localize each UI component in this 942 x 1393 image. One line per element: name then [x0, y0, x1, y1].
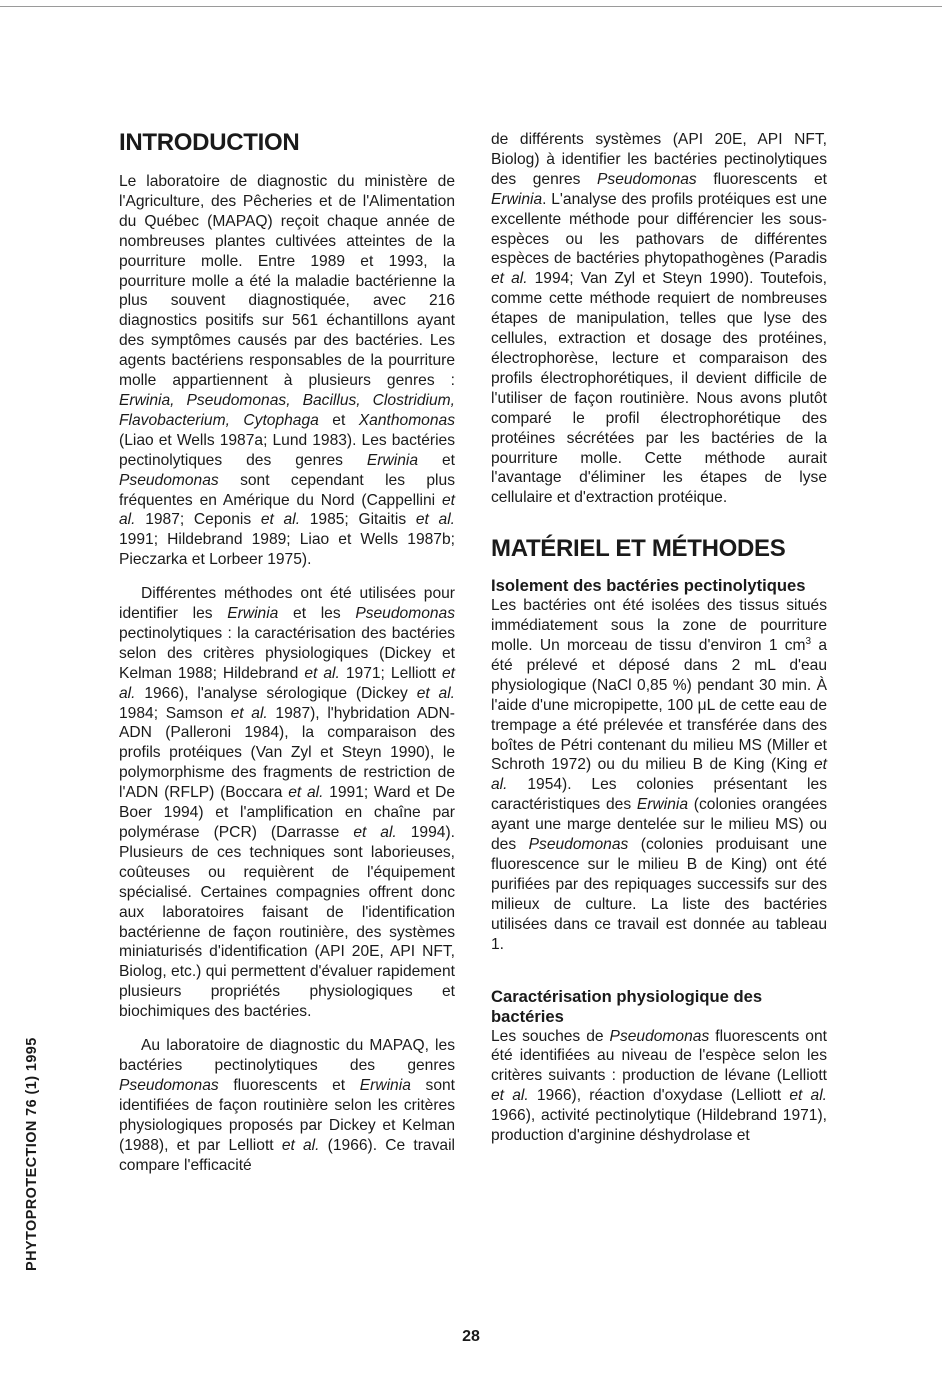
- characterization-paragraph: Les souches de Pseudomonas fluorescents ont été identifiées au niveau de l'espèce selon les critères suivants : production de lévane (Lelliott et al. 1966), réaction d'oxydase (Lelliott et al. 1966), activité pectinolytique (Hildebrand 1971), production d'arginine déshydrolase et: [491, 1027, 827, 1145]
- intro-paragraph-3: Au laboratoire de diagnostic du MAPAQ, les bactéries pectinolytiques des genres Pseudomonas fluorescents et Erwinia sont identifiées de façon routinière selon les critères physiologiques proposés par Dickey et Kelman (1988), et par Lelliott et al. (1966). Ce travail compare l'efficacité: [119, 1037, 456, 1174]
- top-rule: [0, 6, 942, 7]
- isolation-subheading: Isolement des bactéries pectinolytiques: [491, 576, 806, 596]
- methods-heading: MATÉRIEL ET MÉTHODES: [491, 535, 786, 563]
- intro-paragraph-2: Différentes méthodes ont été utilisées pour identifier les Erwinia et les Pseudomonas pectinolytiques : la caractérisation des bactéries selon des critères physiologiques (Dickey et Kelman 1988; Hildebrand et al. 1971; Lelliott et al. 1966), l'analyse sérologique (Dickey et al. 1984; Samson et al. 1987), l'hybridation ADN-ADN (Palleroni 1984), la comparaison des profils protéiques (Van Zyl et Steyn 1990), le polymorphisme des fragments de restriction de l'ADN (RFLP) (Boccara et al. 1991; Ward et De Boer 1994) et l'amplification en chaîne par polymérase (PCR) (Darrasse et al. 1994). Plusieurs de ces techniques sont laborieuses, coûteuses ou requièrent de l'équipement spécialisé. Certaines compagnies offrent donc aux laboratoires faisant de l'identification bactérienne de façon routinière, des systèmes miniaturisés d'identification (API 20E, API NFT, Biolog, etc.) qui permettent d'évaluer rapidement plusieurs propriétés physiologiques et biochimiques des bactéries.: [119, 585, 456, 1021]
- intro-paragraph-3-continued: de différents systèmes (API 20E, API NFT, Biolog) à identifier les bactéries pectinolytiques des genres Pseudomonas fluorescents et Erwinia. L'analyse des profils protéiques est une excellente méthode pour différencier les sous-espèces ou les pathovars de différentes espèces de bactéries phytopathogènes (Paradis et al. 1994; Van Zyl et Steyn 1990). Toutefois, comme cette méthode requiert de nombreuses étapes de manipulation, telles que lyse des cellules, extraction et dosage des protéines, électrophorèse, lecture et comparaison des profils électrophorétiques, il devient difficile de l'utiliser de façon routinière. Nous avons plutôt comparé le profil électrophorétique des protéines sécrétées par les bactéries de la pourriture molle. Cette méthode aurait l'avantage d'éliminer les étapes de lyse cellulaire et d'extraction protéique.: [491, 131, 827, 507]
- introduction-heading: INTRODUCTION: [119, 129, 300, 156]
- right-column: [491, 130, 827, 1146]
- left-column: [119, 128, 455, 1175]
- characterization-subheading: Caractérisation physiologique des bactéries: [491, 986, 763, 1026]
- running-head: PHYTOPROTECTION 76 (1) 1995: [24, 1037, 40, 1271]
- intro-paragraph-1: Le laboratoire de diagnostic du ministère de l'Agriculture, des Pêcheries et de l'Alimentation du Québec (MAPAQ) reçoit chaque année de nombreuses plantes cultivées atteintes de la pourriture molle. Entre 1989 et 1993, la pourriture molle a été la maladie bactérienne la plus souvent diagnostiquée, avec 216 diagnostics positifs sur 561 échantillons ayant des symptômes causés par des bactéries. Les agents bactériens responsables de la pourriture molle appartiennent à plusieurs genres : Erwinia, Pseudomonas, Bacillus, Clostridium, Flavobacterium, Cytophaga et Xanthomonas (Liao et Wells 1987a; Lund 1983). Les bactéries pectinolytiques des genres Erwinia et Pseudomonas sont cependant les plus fréquentes en Amérique du Nord (Cappellini et al. 1987; Ceponis et al. 1985; Gitaitis et al. 1991; Hildebrand 1989; Liao et Wells 1987b; Pieczarka et Lorbeer 1975).: [119, 173, 456, 569]
- page-number: 28: [462, 1328, 480, 1345]
- isolation-paragraph: Les bactéries ont été isolées des tissus situés immédiatement sous la zone de pourriture molle. Un morceau de tissu d'environ 1 $cm^3$ a été prélevé et déposé dans 2 mL d'eau physiologique (NaCl 0,85 %) pendant 30 min. À l'aide d'une micropipette, 100 μL de cette eau de trempage a été prélevée et transférée dans des boîtes de Pétri contenant du milieu MS (Miller et Schroth 1972) ou du milieu B de King (King et al. 1954). Les colonies présentant les caractéristiques des Erwinia (colonies orangées ayant une marge dentelée sur le milieu MS) ou des Pseudomonas (colonies produisant une fluorescence sur le milieu B de King) ont été purifiées par des repiquages successifs sur des milieux de culture. La liste des bactéries utilisées dans ce travail est donnée au tableau 1.: [491, 597, 828, 953]
